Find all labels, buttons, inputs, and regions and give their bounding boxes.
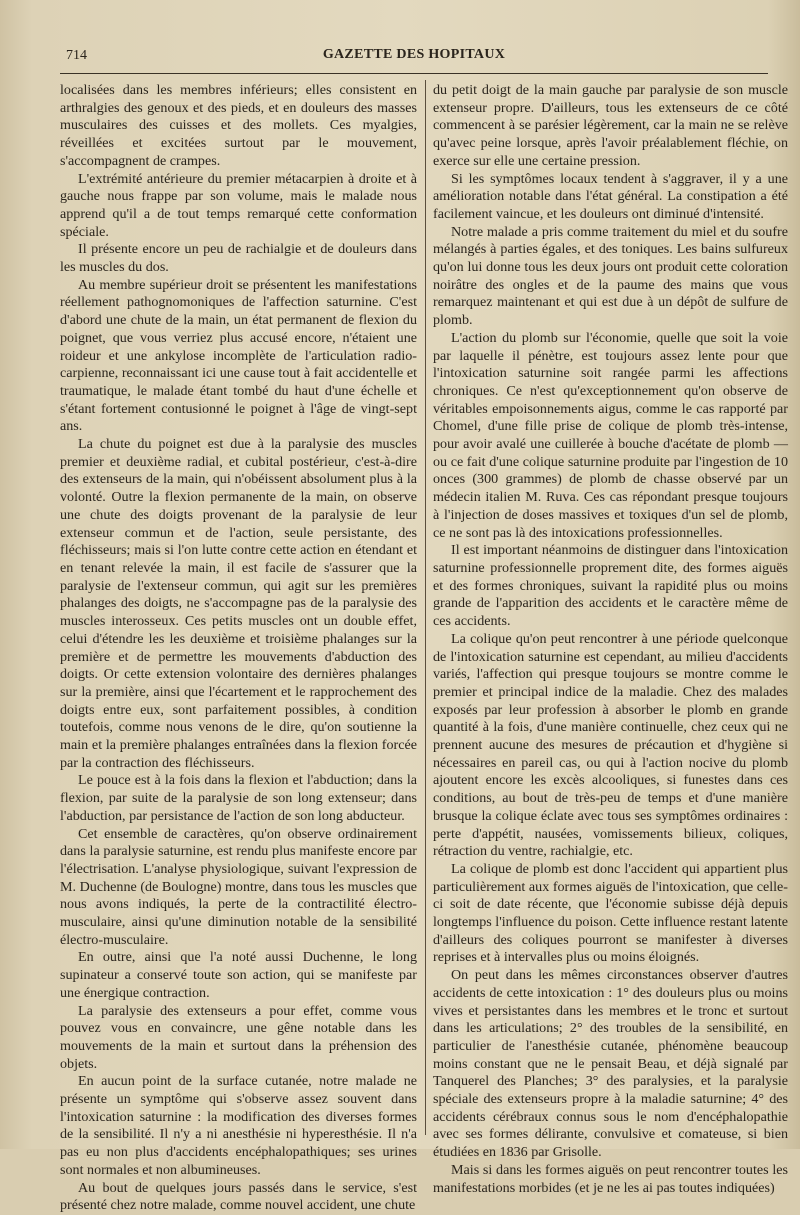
paragraph: L'action du plomb sur l'économie, quelle que soit la voie par laquelle il pénètre, est toujours assez lente pour que l'intoxication saturnine soit rangée parmi les affections chroniques. Ce n'est qu'exceptionnement qu'on observe de véritables empoisonnements aigus, comme le cas rapporté par Chomel, d'une fille prise de colique de plomb très-intense, pour avoir avalé une cuillerée à bouche d'acétate de plomb — ou ce fait d'une colique saturnine produite par l'ingestion de 10 onces (300 grammes) de plomb de chasse observé par un médecin italien M. Ruva. Ces cas répondant presque toujours à l'injection de doses massives et toxiques d'un sel de plomb, ce ne sont pas là des intoxications professionnelles. (433, 329, 788, 541)
page-header (60, 42, 768, 66)
paragraph: Cet ensemble de caractères, qu'on observe ordinairement dans la paralysie saturnine, est rendu plus manifeste encore par l'électrisation. L'analyse physiologique, suivant l'expression de M. Duchenne (de Boulogne) montre, dans tous les muscles que nous avons indiqués, la perte de la contractilité électro-musculaire, ainsi qu'une diminution notable de la sensibilité électro-musculaire. (60, 825, 417, 948)
paragraph: On peut dans les mêmes circonstances observer d'autres accidents de cette intoxication : 1° des douleurs plus ou moins vives et persistantes dans les membres et le tronc et surtout dans les articulations; 2° des troubles de la sensibilité, en particulier de l'anesthésie cutanée, phénomène beaucoup moins constant que ne le pensait Beau, et déjà signalé par Tanquerel des Planches; 3° des paralysies, et la paralysie spéciale des extenseurs propre à la maladie saturnine; 4° des accidents cérébraux connus sous le nom d'encéphalopathie avec ses formes délirante, convulsive et comateuse, si bien étudiées en 1836 par Grisolle. (433, 967, 788, 1161)
paragraph: Il est important néanmoins de distinguer dans l'intoxication saturnine professionnelle proprement dite, des formes aiguës et des formes chroniques, suivant la rapidité plus ou moins grande de l'apparition des accidents et le caractère même de ces accidents. (433, 542, 788, 630)
paragraph: La paralysie des extenseurs a pour effet, comme vous pouvez vous en convaincre, une gêne notable dans les mouvements de la main et surtout dans la préhension des objets. (60, 1002, 417, 1072)
paragraph: Mais si dans les formes aiguës on peut rencontrer toutes les manifestations morbides (et je ne les ai pas toutes indiquées) (433, 1161, 788, 1196)
paragraph: Au membre supérieur droit se présentent les manifestations réellement pathognomoniques de l'affection saturnine. C'est d'abord une chute de la main, un état permanent de flexion du poignet, que vous verriez plus accusé encore, n'étaient une roideur et une ankylose incomplète de l'articulation radio-carpienne, reconnaissant ici une cause tout à fait accidentelle et traumatique, le malade étant tombé du haut d'une échelle et s'étant fortement contusionné le poignet à l'âge de vingt-sept ans. (60, 276, 417, 435)
paragraph: En outre, ainsi que l'a noté aussi Duchenne, le long supinateur a conservé toute son action, qui se manifeste par une énergique contraction. (60, 949, 417, 1001)
paragraph: La colique de plomb est donc l'accident qui appartient plus particulièrement aux formes aiguës de l'intoxication, que celle-ci soit de date récente, que l'économie subisse déjà depuis longtemps l'influence du poison. Cette influence restant latente d'ailleurs des coliques pourront se manifester à diverses reprises et à intervalles plus ou moins éloignés. (433, 860, 788, 966)
page-number: 714 (66, 48, 87, 63)
paragraph: du petit doigt de la main gauche par paralysie de son muscle extenseur propre. D'ailleurs, tous les extenseurs de ce côté commencent à se parésier légèrement, car la main ne se relève qu'avec peine lorsque, après l'avoir préalablement fléchie, on exerce sur elle une certaine pression. (433, 82, 788, 169)
paragraph: Il présente encore un peu de rachialgie et de douleurs dans les muscles du dos. (60, 241, 417, 276)
journal-title: GAZETTE DES HOPITAUX (322, 47, 506, 62)
header-rule (60, 73, 768, 74)
left-column (60, 82, 417, 1214)
paragraph: L'extrémité antérieure du premier métacarpien à droite et à gauche nous frappe par son volume, mais le malade nous apprend qu'il a de tout temps remarqué cette conformation spéciale. (60, 170, 417, 240)
paragraph: Notre malade a pris comme traitement du miel et du soufre mélangés à parties égales, et des toniques. Les bains sulfureux qu'on lui donne tous les deux jours ont produit cette coloration noirâtre des ongles et de la paume des mains que vous remarquez maintenant et qui est due à un dépôt de sulfure de plomb. (433, 223, 788, 329)
paragraph: La colique qu'on peut rencontrer à une période quelconque de l'intoxication saturnine est cependant, au milieu d'accidents variés, l'affection qui presque toujours se montre comme le premier et principal indice de la maladie. Chez des malades exposés par leur profession à absorber le plomb en grande quantité à la fois, d'une manière continuelle, chez ceux qui ne prennent aucune des mesures de précaution et d'hygiène si nécessaires en pareil cas, ou qui à l'action nocive du plomb ajoutent encore les excès alcooliques, si funestes dans ces conditions, au bout de très-peu de temps et d'une manière brusque la colique éclate avec tous ses symptômes ordinaires : perte d'appétit, nausées, vomissements bilieux, coliques, rétraction du ventre, rachialgie, etc. (433, 630, 788, 860)
paragraph: Au bout de quelques jours passés dans le service, s'est présenté chez notre malade, comme nouvel accident, une chute (60, 1179, 417, 1214)
paragraph: La chute du poignet est due à la paralysie des muscles premier et deuxième radial, et cubital postérieur, c'est-à-dire des extenseurs de la main, qui n'obéissent absolument plus à la volonté. Outre la flexion permanente de la main, on observe une chute des doigts provenant de la paralysie de leur extenseur commun et de l'action, seule persistante, des fléchisseurs; mais si l'on lutte contre cette action en étendant et en tenant relevée la main, il est facile de s'assurer que la paralysie de l'extenseur commun, qui agit sur les premières phalanges des doigts, ne s'accompagne pas de la paralysie des muscles interosseux. Ces petits muscles ont un double effet, celui d'étendre les les deuxième et troisième phalanges sur la première et de permettre les mouvements d'abduction des doigts. Or cette extension volontaire des dernières phalanges sur la première, ainsi que l'écartement et le rapprochement des doigts entre eux, sont parfaitement possibles, à condition toutefois, comme nous venons de le dire, qu'on soutienne la main et la première phalanges entraînées dans la flexion forcée par la contraction des fléchisseurs. (60, 436, 417, 771)
paragraph: Si les symptômes locaux tendent à s'aggraver, il y a une amélioration notable dans l'état général. La constipation a été facilement vaincue, et les douleurs ont diminué d'intensité. (433, 170, 788, 222)
paragraph: En aucun point de la surface cutanée, notre malade ne présente un symptôme qui s'observe assez souvent dans l'intoxication saturnine : la modification des diverses formes de la sensibilité. Il n'y a ni anesthésie ni hyperesthésie. Il n'a pas eu non plus d'accidents encéphalopathiques; ses urines sont normales et non albumineuses. (60, 1073, 417, 1178)
right-column (433, 82, 788, 1196)
paragraph: Le pouce est à la fois dans la flexion et l'abduction; dans la flexion, par suite de la paralysie de son long extenseur; dans l'abduction, par persistance de l'action de son long abducteur. (60, 772, 417, 824)
column-divider (425, 80, 426, 1135)
paragraph: localisées dans les membres inférieurs; elles consistent en arthralgies des genoux et des pieds, et en douleurs des masses musculaires des cuisses et des mollets. Ces myalgies, réveillées et excitées surtout par le mouvement, s'accompagnent de crampes. (60, 82, 417, 169)
